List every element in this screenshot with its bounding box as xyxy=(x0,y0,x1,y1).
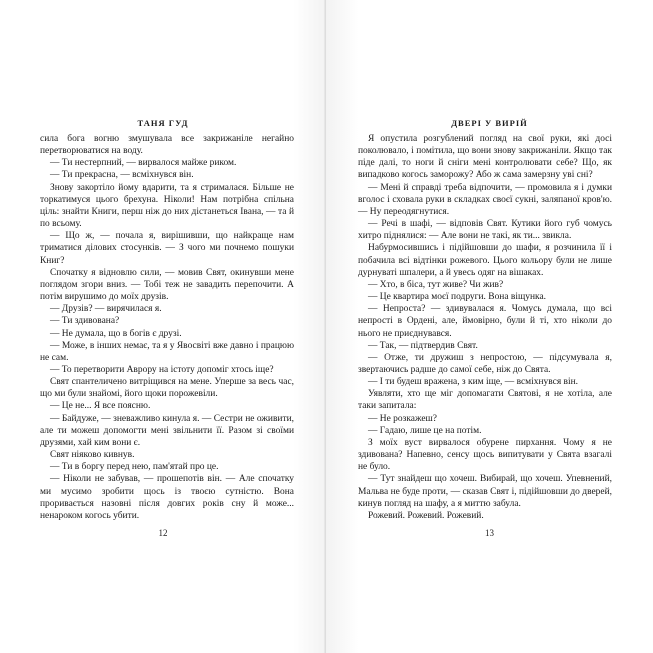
paragraph: — Це не... Я все поясню. xyxy=(50,401,151,412)
paragraph: Знову закортіло йому вдарити, та я стрималася. Більше не торкатимуся цього брехуна. Ніколи! Нам потрібна спільна ціль: знайти Книги, перш ніж до них дістанеться Івана, — та й по всьому. xyxy=(40,182,294,230)
paragraph: — Непроста? — здивувалася я. Чомусь думала, що всі непрості в Ордені, але, ймовірно, були й ті, хто ніколи до нього не приєднувався. xyxy=(358,304,612,339)
page-number: 12 xyxy=(158,528,168,538)
paragraph: — Байдуже, — зневажливо кинула я. — Сестри не оживити, але ти можеш допомогти мені звільнити її. Разом зі своїми друзями, хай ким вони є. xyxy=(40,413,294,448)
paragraph: — Отже, ти дружиш з непростою, — підсумувала я, звертаючись радше до самої себе, ніж до Свята. xyxy=(358,352,612,375)
paragraph: — Тут знайдеш що хочеш. Вибирай, що хочеш. Упевнений, Мальва не буде проти, — сказав Свят і, підійшовши до дверей, кинув погляд на шафу, а я миттю забула. xyxy=(358,474,612,509)
paragraph: Спочатку я відновлю сили, — мовив Свят, окинувши мене поглядом згори вниз. — Тобі теж не завадить перепочити. А потім вирушимо до моїх друзів. xyxy=(40,267,294,303)
paragraph: — Що ж, — почала я, вирішивши, що найкраще нам триматися ділових стосунків. — З чого ми почнемо пошуки Книг? xyxy=(40,231,294,266)
paragraph: — Ти здивована? xyxy=(50,316,120,327)
paragraph: — Ти нестерпний, — вирвалося майже риком. xyxy=(50,158,237,169)
paragraph: Свят ніяково кивнув. xyxy=(50,450,135,461)
left-page xyxy=(0,0,326,653)
left-page-body xyxy=(40,133,294,522)
paragraph: — Це квартира моєї подруги. Вона віщунка. xyxy=(368,292,546,303)
paragraph: З моїх вуст вирвалося обурене пирхання. Чому я не здивована? Напевно, сенсу щось випитувати у Свята взагалі не було. xyxy=(358,437,612,473)
right-page-body xyxy=(358,133,612,522)
paragraph: — Не думала, що в богів є друзі. xyxy=(50,328,182,339)
paragraph: Я опустила розгублений погляд на свої руки, які досі поколювало, і помітила, що вони знову закрижаніли. Якщо так піде далі, то ноги й сніги мені контролювати себе? Що, як випадково когось заморожу? Або ж сама замерзну уві сні? xyxy=(358,134,612,181)
paragraph: Свят спантеличено витріщився на мене. Уперше за весь час, що ми були знайомі, його щоки порожевіли. xyxy=(40,377,294,400)
paragraph: — Гадаю, лише це на потім. xyxy=(368,425,482,436)
paragraph: — Ти прекрасна, — всміхнувся він. xyxy=(50,170,194,181)
paragraph: — І ти будеш вражена, з ким іще, — всміхнувся він. xyxy=(368,377,579,388)
paragraph: — Речі в шафі, — відповів Свят. Кутики його губ чомусь хитро піднялися: — Але вони не такі, як ти... звикла. xyxy=(358,219,612,242)
paragraph: сила бога вогню змушувала все закрижаніле негайно перетворюватися на воду. xyxy=(40,134,294,157)
page-number: 13 xyxy=(485,528,494,538)
paragraph: — Ніколи не забував, — прошепотів він. — Але спочатку ми мусимо зробити щось із твоєю сутністю. Вона проривається назовні після довгих років сну й може... ненароком когось убити. xyxy=(40,474,294,521)
paragraph: Уявляти, хто ще міг допомагати Святові, я не хотіла, але таки запитала: xyxy=(358,389,612,412)
right-page xyxy=(326,0,653,653)
paragraph: — Друзів? — вирячилася я. xyxy=(50,304,162,315)
paragraph: Набурмосившись і підійшовши до шафи, я розчинила її і побачила всі відтінки рожевого. Цього кольору були не лише дурнуваті шпалери, а й увесь одяг на вішаках. xyxy=(358,243,612,278)
paragraph: — Не розкажеш? xyxy=(368,413,437,424)
paragraph: — То перетворити Аврору на істоту допоміг хтось іще? xyxy=(50,364,274,375)
paragraph: — Мені й справді треба відпочити, — промовила я і думки вголос і сховала руки в складках своєї сукні, заляпаної кров'ю. — Ну переодягнутися. xyxy=(358,182,612,217)
paragraph: — Так, — підтвердив Свят. xyxy=(368,340,478,351)
paragraph: — Ти в боргу перед нею, пам'ятай про це. xyxy=(50,462,219,473)
paragraph: — Може, в інших немає, та я у Явосвіті вже давно і працюю не сам. xyxy=(40,340,294,363)
running-head-author: ТАНЯ ГУД xyxy=(137,118,189,128)
paragraph: Рожевий. Рожевий. Рожевий. xyxy=(368,510,484,521)
running-head-title: ДВЕРІ У ВИРІЙ xyxy=(451,118,528,128)
paragraph: — Хто, в біса, тут живе? Чи жив? xyxy=(368,279,504,290)
